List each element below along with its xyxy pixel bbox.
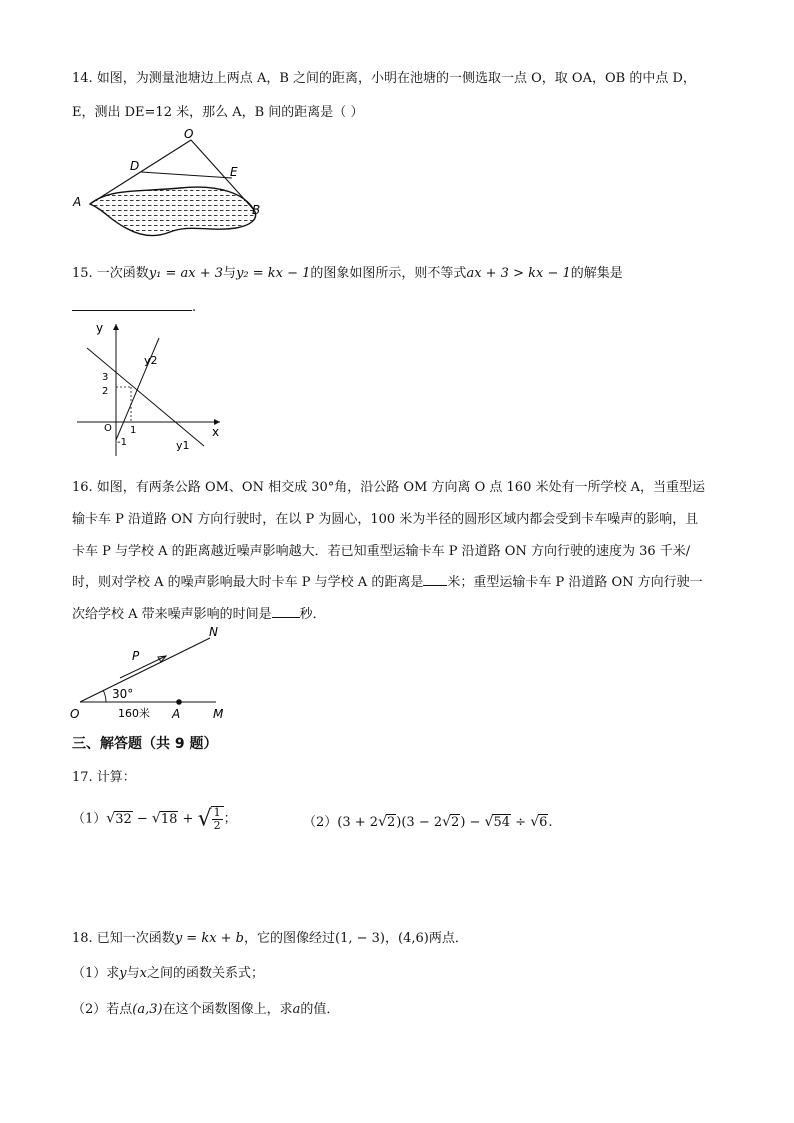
section-3-title: 三、解答题（共 9 题）	[72, 736, 218, 752]
q17-p2-end: .	[548, 815, 553, 830]
q17-p2-divide: ÷	[511, 815, 531, 830]
q15-text-line1	[72, 262, 623, 281]
q17-part2: （2）(3 + 2√2)(3 − 2√2) − √54 ÷ √6.	[303, 814, 553, 830]
q15-mid: 与	[223, 266, 237, 281]
q18-prefix: 18. 已知一次函数	[72, 931, 175, 946]
angle-arc	[103, 690, 106, 702]
label-p: P	[132, 649, 140, 663]
q16-text-line3: 卡车 P 与学校 A 的距离越近噪声影响越大．若已知重型运输卡车 P 沿道路 ON 方向行驶的速度为 36 千米/	[72, 544, 691, 559]
q18-suffix: 两点．	[428, 931, 468, 946]
label-a: A	[172, 707, 181, 721]
q15-prefix: 15. 一次函数	[72, 266, 149, 281]
school-point-a	[176, 699, 182, 705]
q15-answer-line	[72, 296, 196, 315]
label-b: B	[252, 203, 261, 217]
label-y: y	[96, 321, 104, 335]
q17-p1-plus: +	[178, 811, 198, 827]
q15-y2-formula: y₂ = kx − 1	[236, 266, 311, 281]
q18-p1-x: x	[139, 966, 147, 981]
q17-p1-end: ；	[223, 811, 237, 827]
q17-p1-fraction	[211, 806, 224, 832]
label-d: D	[130, 159, 140, 173]
q18-p1-a: （1）求	[72, 966, 120, 981]
q15-suffix: 的解集是	[570, 266, 623, 281]
q16-blank-distance	[423, 573, 447, 586]
q18-p2-a: （2）若点	[72, 1002, 133, 1017]
q16-road-figure	[66, 620, 246, 726]
q18-p2-var: a	[292, 1002, 301, 1017]
segment-de	[141, 172, 232, 178]
q17-p2-seg-a: (3 + 2	[337, 815, 379, 830]
label-a: A	[73, 195, 82, 209]
q18-part1	[72, 962, 264, 981]
q17-p1-numerator: 1	[213, 806, 221, 819]
tick-minus-1: -1	[117, 437, 127, 448]
q18-p1-y: y	[119, 966, 127, 981]
y-axis-arrow	[113, 324, 119, 330]
q17-p2-seg-b: )(3 − 2	[396, 815, 443, 830]
q17-title: 17. 计算：	[72, 770, 136, 785]
tick-2: 2	[102, 386, 109, 397]
q17-p1-radicand-2: 18	[160, 811, 178, 827]
q18-function: y = kx + b	[174, 931, 245, 946]
label-o: O	[70, 707, 80, 721]
q18-part2	[72, 998, 339, 1017]
q16-text-line2: 输卡车 P 沿道路 ON 方向行驶时，在以 P 为圆心，100 米为半径的圆形区域内都会受到卡车噪声的影响，且	[72, 512, 699, 527]
tick-1: 1	[130, 425, 137, 436]
q16-blank-time	[272, 605, 300, 618]
q15-inequality: ax + 3 > kx − 1	[466, 266, 571, 281]
label-x: x	[212, 425, 220, 439]
label-n: N	[209, 625, 218, 639]
q18-text-line1	[72, 927, 468, 946]
truck-arrowhead	[158, 656, 166, 662]
q17-p2-radicand-4: 6	[539, 815, 548, 830]
q16-line4-part1: 时，则对学校 A 的噪声影响最大时卡车 P 与学校 A 的距离是	[72, 575, 424, 590]
q17-p1-radicand-1: 32	[115, 811, 132, 827]
q18-p2-point: (a,3)	[132, 1002, 163, 1017]
q17-part1: （1）√32 − √18 + √ $\frac{1}{2}$ ；	[72, 806, 237, 832]
q14-text-line1: 14. 如图，为测量池塘边上两点 A，B 之间的距离，小明在池塘的一侧选取一点 O，取 OA，OB 的中点 D，	[72, 71, 696, 86]
q17-p2-seg-c: ) −	[460, 815, 485, 830]
q18-mid: ，它的图像经过	[244, 931, 336, 946]
q17-p2-radicand-3: 54	[493, 815, 511, 830]
label-origin: O	[104, 423, 112, 434]
q16-text-line1: 16. 如图，有两条公路 OM、ON 相交成 30°角，沿公路 OM 方向离 O 点 160 米处有一所学校 A，当重型运	[72, 480, 706, 495]
label-y1: y1	[176, 439, 190, 452]
q18-p1-c: 之间的函数关系式；	[147, 966, 265, 981]
q16-line5-part2: 秒．	[299, 607, 326, 622]
label-e: E	[230, 165, 238, 179]
q17-p1-denominator: 2	[213, 819, 221, 832]
q18-point-1: (1, − 3)	[335, 931, 386, 946]
q17-p2-label: （2）	[303, 815, 338, 830]
q18-p2-b: 在这个函数图像上，求	[162, 1002, 293, 1017]
tick-3: 3	[102, 372, 109, 383]
label-angle: 30°	[112, 687, 134, 701]
q17-p2-radicand-1: 2	[386, 815, 396, 830]
label-distance: 160米	[118, 707, 150, 720]
q16-line4-part2: 米；重型运输卡车 P 沿道路 ON 方向行驶一	[447, 575, 703, 590]
q17-p2-radicand-2: 2	[451, 815, 460, 830]
q14-pond-figure	[70, 128, 280, 243]
label-m: M	[213, 707, 224, 721]
q18-p2-c: 的值．	[300, 1002, 340, 1017]
q15-period: .	[192, 300, 197, 315]
q16-text-line4	[72, 571, 703, 590]
q16-line5-part1: 次给学校 A 带来噪声影响的时间是	[72, 607, 272, 622]
q15-graph-figure	[72, 318, 232, 460]
q18-comma: ，	[385, 931, 399, 946]
q17-p1-label: （1）	[72, 811, 107, 827]
label-y2: y2	[144, 354, 158, 367]
q18-p1-b: 与	[126, 966, 140, 981]
road-on	[80, 638, 210, 702]
q17-p1-minus: −	[132, 811, 152, 827]
label-o: O	[184, 128, 194, 141]
q15-answer-blank	[72, 296, 192, 311]
q15-y1-formula: y₁ = ax + 3	[148, 266, 224, 281]
pond-shape	[90, 187, 256, 235]
q15-mid2: 的图象如图所示，则不等式	[310, 266, 467, 281]
q18-point-2: (4,6)	[398, 931, 429, 946]
q14-text-line2: E，测出 DE=12 米，那么 A，B 间的距离是（ ）	[72, 105, 364, 120]
